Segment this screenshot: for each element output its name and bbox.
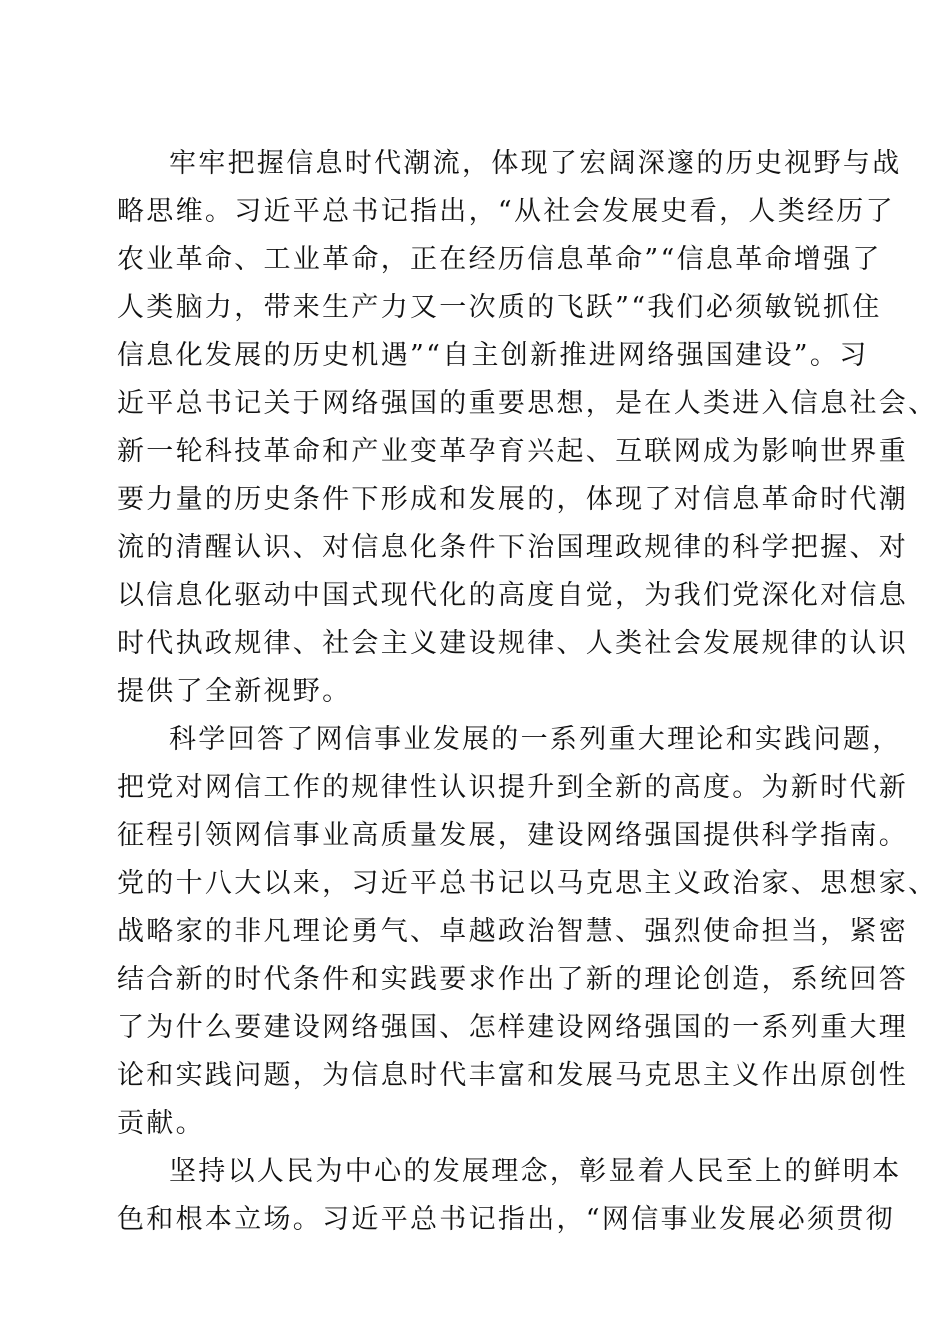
- paragraph: [117, 140, 938, 716]
- text-line: 人类脑力，带来生产力又一次质的飞跃”“我们必须敏锐抓住: [117, 292, 882, 323]
- document-body: [117, 140, 938, 1244]
- text-line: 提供了全新视野。: [117, 676, 352, 707]
- text-line: 略思维。习近平总书记指出，“从社会发展史看，人类经历了: [117, 196, 895, 227]
- text-line: 贡献。: [117, 1108, 205, 1139]
- text-line: 科学回答了网信事业发展的一系列重大理论和实践问题，: [169, 724, 902, 755]
- text-line: 牢牢把握信息时代潮流，体现了宏阔深邃的历史视野与战: [169, 148, 902, 179]
- text-line: 流的清醒认识、对信息化条件下治国理政规律的科学把握、对: [117, 532, 909, 563]
- text-line: 党的十八大以来，习近平总书记以马克思主义政治家、思想家、: [117, 868, 938, 899]
- text-line: 论和实践问题，为信息时代丰富和发展马克思主义作出原创性: [117, 1060, 909, 1091]
- paragraph: [117, 1148, 902, 1244]
- paragraph: [117, 716, 938, 1148]
- text-line: 以信息化驱动中国式现代化的高度自觉，为我们党深化对信息: [117, 580, 909, 611]
- text-line: 把党对网信工作的规律性认识提升到全新的高度。为新时代新: [117, 772, 909, 803]
- text-line: 信息化发展的历史机遇”“自主创新推进网络强国建设”。习: [117, 340, 869, 371]
- text-line: 农业革命、工业革命，正在经历信息革命”“信息革命增强了: [117, 244, 882, 275]
- text-line: 战略家的非凡理论勇气、卓越政治智慧、强烈使命担当，紧密: [117, 916, 909, 947]
- text-line: 结合新的时代条件和实践要求作出了新的理论创造，系统回答: [117, 964, 909, 995]
- text-line: 色和根本立场。习近平总书记指出，“网信事业发展必须贯彻: [117, 1204, 895, 1235]
- text-line: 征程引领网信事业高质量发展，建设网络强国提供科学指南。: [117, 820, 909, 851]
- text-line: 近平总书记关于网络强国的重要思想，是在人类进入信息社会、: [117, 388, 938, 419]
- text-line: 坚持以人民为中心的发展理念，彰显着人民至上的鲜明本: [169, 1156, 902, 1187]
- text-line: 时代执政规律、社会主义建设规律、人类社会发展规律的认识: [117, 628, 909, 659]
- text-line: 要力量的历史条件下形成和发展的，体现了对信息革命时代潮: [117, 484, 909, 515]
- text-line: 了为什么要建设网络强国、怎样建设网络强国的一系列重大理: [117, 1012, 909, 1043]
- text-line: 新一轮科技革命和产业变革孕育兴起、互联网成为影响世界重: [117, 436, 909, 467]
